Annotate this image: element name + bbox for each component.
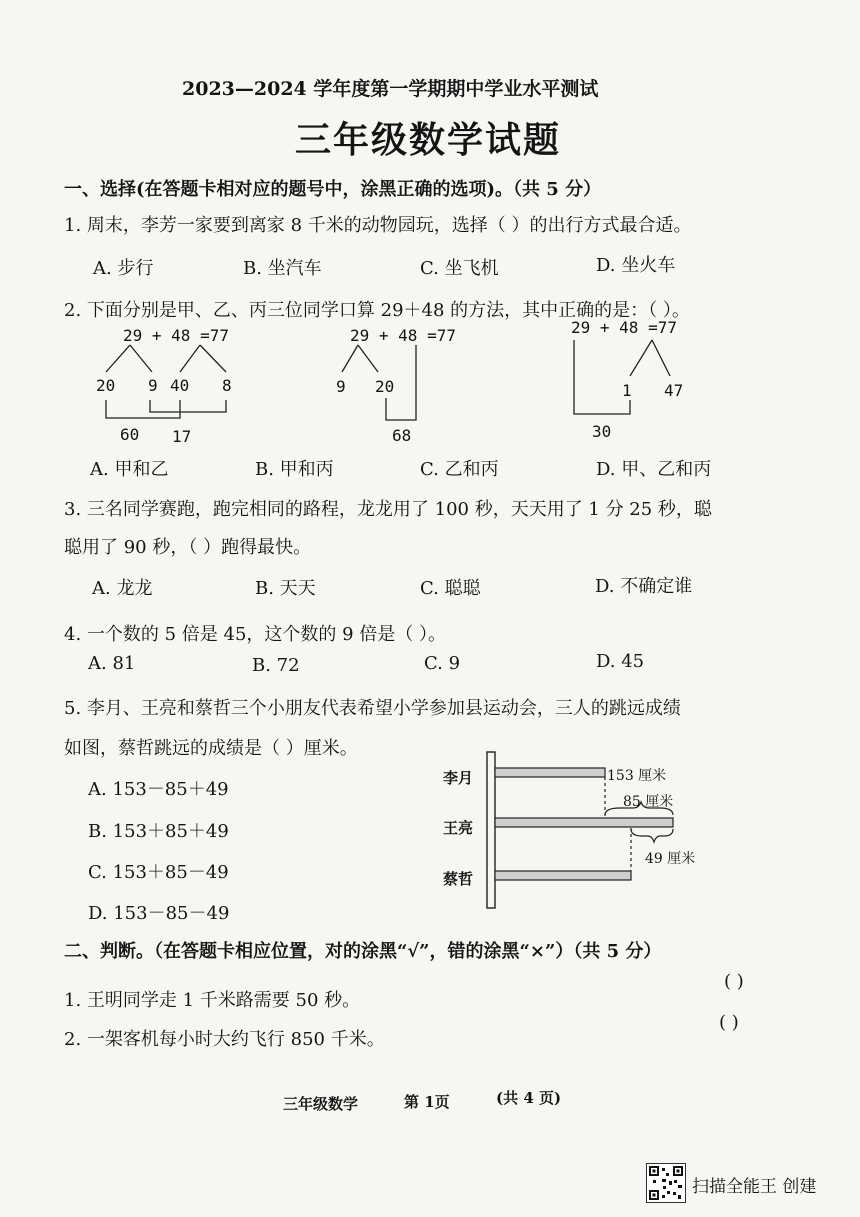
judge-item-1: 1. 王明同学走 1 千米路需要 50 秒。 [64, 990, 361, 1011]
bar-wangliang [495, 818, 673, 827]
question-3-line-2: 聪用了 90 秒，（ ）跑得最快。 [64, 537, 312, 558]
question-3-line-1: 3. 三名同学赛跑，跑完相同的路程，龙龙用了 100 秒，天天用了 1 分 25 秒，聪 [64, 499, 712, 520]
method-a-part: 40 [170, 376, 190, 395]
footer-page: 第 1页 [404, 1093, 450, 1111]
question-4-text: 4. 一个数的 5 倍是 45，这个数的 9 倍是（ ）。 [64, 624, 447, 645]
judge-item-2: 2. 一架客机每小时大约飞行 850 千米。 [64, 1029, 385, 1050]
brace-49 [631, 829, 673, 842]
question-3-option-c: C. 聪聪 [420, 578, 481, 599]
question-5-option-c: C. 153＋85－49 [88, 862, 229, 883]
section-choice-heading: 一、选择(在答题卡相对应的题号中，涂黑正确的选项)。（共 5 分） [64, 179, 602, 200]
question-1-option-a: A. 步行 [93, 258, 154, 279]
question-1-option-d: D. 坐火车 [596, 255, 676, 276]
question-4-option-c: C. 9 [424, 653, 461, 674]
question-5-option-a: A. 153－85＋49 [88, 779, 229, 800]
answer-bracket-2: ( ) [719, 1012, 739, 1033]
method-b-part: 9 [336, 377, 346, 396]
footer-subject: 三年级数学 [283, 1095, 359, 1113]
question-5-option-b: B. 153＋85＋49 [88, 821, 229, 842]
method-c-result: 30 [592, 422, 612, 441]
method-c-expression: 29 + 48 =77 [571, 318, 677, 337]
method-c-part: 47 [664, 381, 684, 400]
question-2-option-c: C. 乙和丙 [420, 459, 499, 480]
question-5-option-d: D. 153－85－49 [88, 903, 230, 924]
method-a-part: 20 [96, 376, 116, 395]
question-3-option-d: D. 不确定谁 [595, 576, 693, 597]
question-3-option-a: A. 龙龙 [92, 578, 153, 599]
method-b-expression: 29 + 48 =77 [350, 326, 456, 345]
method-a-part: 9 [148, 376, 158, 395]
method-a-result: 17 [172, 427, 192, 446]
method-a-result: 60 [120, 425, 140, 444]
method-b-part: 20 [375, 377, 395, 396]
method-a-expression: 29 + 48 =77 [123, 326, 229, 345]
question-2-option-d: D. 甲、乙和丙 [596, 459, 712, 480]
method-b-result: 68 [392, 426, 412, 445]
footer-total: (共 4 页) [496, 1089, 562, 1107]
question-1-text: 1. 周末，李芳一家要到离家 8 千米的动物园玩，选择（ ）的出行方式最合适。 [64, 215, 692, 236]
question-2-option-a: A. 甲和乙 [90, 459, 169, 480]
method-c-part: 1 [622, 381, 632, 400]
jumper-name-liyue: 李月 [443, 769, 474, 787]
exam-title: 三年级数学试题 [295, 119, 562, 161]
label-153cm: 153 厘米 [607, 768, 667, 784]
label-85cm: 85 厘米 [623, 794, 674, 810]
method-a-part: 8 [222, 376, 232, 395]
jumper-name-caizhe: 蔡哲 [443, 870, 474, 888]
answer-bracket-1: ( ) [724, 971, 744, 992]
bar-caizhe [495, 871, 631, 880]
watermark-text: 扫描全能王 创建 [692, 1177, 817, 1197]
qr-code-icon [646, 1163, 686, 1203]
section-judge-heading: 二、判断。（在答题卡相应位置，对的涂黑“√”，错的涂黑“×”）（共 5 分） [64, 941, 662, 962]
question-5-line-1: 5. 李月、王亮和蔡哲三个小朋友代表希望小学参加县运动会，三人的跳远成绩 [64, 698, 681, 719]
exam-subtitle: 2023—2024 学年度第一学期期中学业水平测试 [182, 78, 599, 100]
label-49cm: 49 厘米 [645, 851, 696, 867]
question-2-option-b: B. 甲和丙 [255, 459, 334, 480]
question-1-option-c: C. 坐飞机 [420, 258, 499, 279]
question-5-line-2: 如图，蔡哲跳远的成绩是（ ）厘米。 [64, 738, 358, 759]
brace-85 [605, 802, 673, 815]
bar-liyue [495, 768, 605, 777]
question-1-option-b: B. 坐汽车 [243, 258, 322, 279]
question-4-option-b: B. 72 [252, 655, 300, 676]
start-board [487, 752, 495, 908]
question-4-option-d: D. 45 [596, 651, 645, 672]
question-2-text: 2. 下面分别是甲、乙、丙三位同学口算 29＋48 的方法，其中正确的是：（ ）。 [64, 300, 690, 321]
question-3-option-b: B. 天天 [255, 578, 316, 599]
question-4-option-a: A. 81 [88, 653, 136, 674]
jumper-name-wangliang: 王亮 [443, 819, 474, 837]
